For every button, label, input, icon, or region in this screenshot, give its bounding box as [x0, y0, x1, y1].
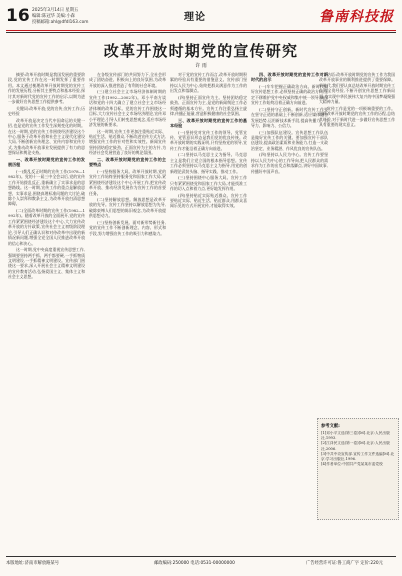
footer-license: 广告经营许可证:鲁工商广字 定价:220元: [306, 561, 383, 566]
paragraph: (一)牢牢把握正确政治方向。新时代做好宣传思想工作,必须坚持正确的政治方向,坚定不移维护党中央权威和集中统一领导,确保宣传工作始终沿着正确方向前进。: [251, 83, 328, 106]
header-rule-black: [6, 32, 396, 33]
article-column-2: [89, 72, 166, 524]
references-box: [317, 418, 399, 520]
paragraph: 改革开放是决定当代中国命运的关键一招,也是党的宣传工作发生深刻变化的时期。在这一时期,党的宣传工作围绕经济建设这个中心,服务于改革开放和社会主义现代化建设大局,不断创新宣传理念、宣传内容和宣传方式,为推动改革开放事业发展提供了有力的思想保证和舆论支持。: [8, 117, 85, 156]
date-line: 2025年3月14日 星期五: [32, 8, 79, 13]
footer-contact: 邮政编码:250000 电话:0531-00000000: [154, 561, 235, 566]
footer-address: 本版地址:济南市解放路某号: [6, 561, 60, 566]
paragraph: 这一时期,党中央高度重视宣传思想工作,强调要坚持两手抓、两手都要硬,一手抓物质文明建设,一手抓精神文明建设。宣传部门围绕这一要求,深入开展社会主义精神文明建设的宣传教育活动,弘扬爱国主义、集体主义和社会主义思想。: [8, 247, 85, 280]
paragraph: 结语:改革开放时期党的宣传工作为我国改革开放事业的顺利推进提供了重要保障。新时代,我们要认真总结改革开放时期宣传工作的宝贵经验,不断开创宣传思想工作新局面,为实现中华民族伟大复兴的中国梦凝聚强大精神力量。: [319, 72, 395, 105]
paragraph: (三)坚持围绕中心服务大局。宣传工作只有紧紧围绕党和国家工作大局,才能找准工作的切入点和着力点,更好地发挥作用。: [170, 175, 247, 192]
header-rule-red: [6, 30, 396, 31]
section-heading: 三、改革开放时期党的宣传工作的基本经验: [170, 117, 247, 129]
references-heading: 参考文献:: [321, 424, 340, 429]
article-column-3: [170, 72, 247, 524]
page-footer: [6, 556, 396, 571]
reference-item: [4]作者单位:中国共产党某某市委党校: [321, 462, 383, 467]
reference-item: [3]中共中央宣传部.宣传工作文件选编[M].北京:学习出版社,1996.: [321, 451, 395, 462]
section-heading: 四、改革开放时期党的宣传工作对新时代的启示: [251, 72, 328, 83]
paragraph: (四)坚持以人民为中心。宣传工作要坚持以人民为中心的工作导向,把人民群众的需求作为工作的出发点和落脚点,讲好中国故事,传播好中国声音。: [251, 152, 328, 174]
paragraph: (三)建立社会主义市场经济体制时期的宣传工作(1992—2002年)。邓小平南方谈话和党的十四大确立了建立社会主义市场经济体制的改革目标。党的宣传工作围绕这一目标,大力宣传社会主义市场经济理论,宣传邓小平理论,引导人们转变思想观念,适应市场经济发展的新要求。: [89, 89, 166, 128]
paragraph: (二)坚持守正创新。新时代宣传工作要在坚守正道的基础上不断创新,适应媒体融合发展趋势,运用新技术新手段,提高传播力、引导力、影响力、公信力。: [251, 106, 328, 129]
reference-item: [2]江泽民文选(第一卷)[M].北京:人民出版社,2006.: [321, 441, 390, 451]
paragraph: (一)拨乱反正时期的宣传工作(1978—1982年)。党的十一届三中全会以后,党的宣传工作开始拨乱反正,重新确立了实事求是的思想路线。这一时期,宣传工作的重点是解放思想、实事求是,围绕真理标准问题的大讨论,破除个人崇拜和教条主义,为改革开放扫清思想障碍。: [8, 168, 85, 207]
page-number: 16: [6, 6, 30, 26]
paragraph: (一)坚持党对宣传工作的领导。党管宣传、党管意识形态是我们党的优良传统。改革开放时期的实践证明,只有坚持党的领导,宣传工作才能沿着正确方向前进。: [170, 129, 247, 151]
paragraph: 宣传工作是党的一项极端重要的工作。回顾改革开放时期党的宣传工作的历程,总结其经验,对于新时代进一步做好宣传思想工作具有重要的现实意义。: [319, 105, 395, 128]
paragraph: (二)坚持以马克思主义为指导。马克思主义是我们立党立国的根本指导思想。宣传工作必须坚持以马克思主义为指导,用党的创新理论武装头脑、指导实践、推动工作。: [170, 152, 247, 174]
paragraph: 这一时期,宣传工作更加注重贴近实际、贴近生活、贴近群众,不断改进宣传方式方法,增强宣传工作的针对性和实效性。新闻宣传坚持团结稳定鼓劲、正面宣传为主的方针,为经济社会发展营造了良好的舆论氛围。: [89, 128, 166, 156]
paragraph: (四)坚持正面宣传为主。坚持团结稳定鼓劲、正面宣传为主,是党的新闻舆论工作必须遵循的基本方针。宣传工作注重弘扬主旋律,传播正能量,营造积极健康的社会氛围。: [170, 94, 247, 117]
section-title: 理论: [184, 12, 206, 23]
paragraph: 对于党的宣传工作而言,改革开放时期积累的经验具有重要的借鉴意义。宣传部门坚持以人民为中心,始终把群众满意作为工作的出发点和落脚点。: [170, 72, 247, 94]
editor-line: 编辑:陈冠华 美编:小森: [32, 14, 75, 19]
newspaper-masthead: 鲁南科技报: [319, 9, 394, 25]
article-author: 许 雨: [195, 63, 207, 69]
page-header: [6, 6, 396, 30]
paragraph: (二)全面改革时期的宣传工作(1982—1992年)。随着改革开放的全面展开,党的宣传工作紧紧围绕经济建设这个中心,大力宣传改革开放的方针政策,宣传社会主义初级阶段理论,引导人们正确认识和对待改革中出现的新情况新问题,增强全党全国人民推进改革开放的信心和决心。: [8, 207, 85, 246]
paragraph: (三)加强队伍建设。宣传思想工作队伍是做好宣传工作的关键。要加强宣传干部队伍建设,提高政治素质和业务能力,打造一支政治坚定、业务精湛、作风优良的宣传队伍。: [251, 129, 328, 151]
article-title: 改革开放时期党的宣传研究: [103, 42, 299, 60]
email-line: 投稿邮箱:ahl@dfdl163.com: [32, 20, 89, 25]
section-heading: 二、改革开放时期党的宣传工作的主要特点: [89, 156, 166, 168]
section-heading: 一、改革开放时期党的宣传工作的发展历程: [8, 156, 85, 168]
article-column-1: [8, 72, 85, 524]
reference-item: [1]邓小平文选(第三卷)[M].北京:人民出版社,1993.: [321, 431, 390, 441]
paragraph: (二)坚持解放思想。解放思想是改革开放的先导。宣传工作坚持以解放思想为先导,破除束缚人们思想的陈旧观念,为改革开放提供思想动力。: [89, 196, 166, 219]
paragraph: (三)坚持创新发展。面对新形势新任务,党的宣传工作不断创新理念、内容、形式和手段,努力增强宣传工作的吸引力和感染力。: [89, 219, 166, 236]
paragraph: 摘要:改革开放时期是我国发展的重要阶段,党的宣传工作在这一时期发挥了重要作用。本文通过梳理改革开放时期党的宣传工作的发展历程,分析其主要特点和基本经验,探讨其对新时代党的宣传工作的启示,以期为进一步做好宣传思想工作提供参考。: [8, 72, 85, 105]
paragraph: (四)坚持贴近实际贴近群众。宣传工作要贴近实际、贴近生活、贴近群众,用群众喜闻乐见的方式开展宣传,才能取得实效。: [170, 192, 247, 209]
paragraph: 在各级宣传部门的共同努力下,全社会形成了团结奋进、积极向上的良好氛围,为改革开放的深入推进营造了有利的社会环境。: [89, 72, 166, 88]
paragraph: 关键词:改革开放;党的宣传;宣传工作;历史经验: [8, 105, 85, 117]
issue-meta: [32, 8, 88, 26]
paragraph: (一)坚持服务大局。改革开放时期,党的宣传工作始终坚持服务党和国家工作大局,紧紧围绕经济建设这个中心开展工作,把宣传改革开放、推动经济发展作为宣传工作的首要任务。: [89, 168, 166, 196]
